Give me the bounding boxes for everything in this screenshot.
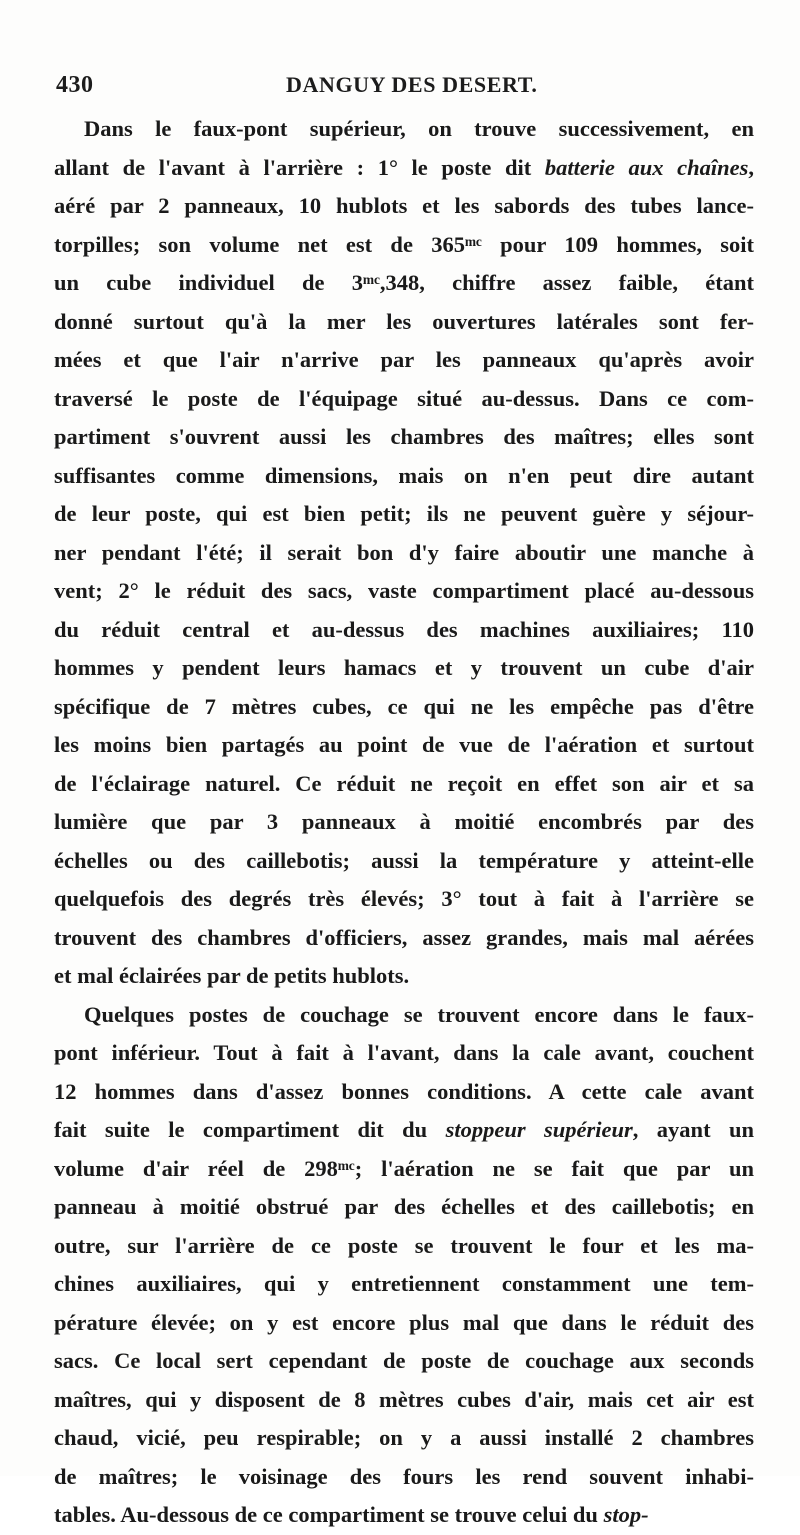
paragraph (54, 110, 754, 996)
text-line: vent; 2° le réduit des sacs, vaste compartiment placé au-dessous (54, 578, 754, 603)
text-line: donné surtout qu'à la mer les ouvertures latérales sont fer- (54, 308, 754, 334)
text-line: maîtres, qui y disposent de 8 mètres cubes d'air, mais cet air est (54, 1386, 754, 1412)
text-line: échelles ou des caillebotis; aussi la température y atteint-elle (54, 847, 754, 873)
text-line: torpilles; son volume net est de 365ᵐᶜ pour 109 hommes, soit (54, 231, 754, 257)
text-line: trouvent des chambres d'officiers, assez grandes, mais mal aérées (54, 924, 754, 950)
text-line: traversé le poste de l'équipage situé au-dessus. Dans ce com- (54, 385, 754, 411)
text-line: spécifique de 7 mètres cubes, ce qui ne les empêche pas d'être (54, 693, 754, 719)
text-line: 12 hommes dans d'assez bonnes conditions. A cette cale avant (54, 1078, 754, 1104)
text-line: de leur poste, qui est bien petit; ils ne peuvent guère y séjour- (54, 501, 754, 526)
text-line: outre, sur l'arrière de ce poste se trouvent le four et les ma- (54, 1232, 754, 1258)
text-line: mées et que l'air n'arrive par les panneaux qu'après avoir (54, 347, 754, 372)
running-head (56, 72, 756, 102)
text-line: suffisantes comme dimensions, mais on n'en peut dire autant (54, 462, 754, 488)
text-line: allant de l'avant à l'arrière : 1° le poste dit batterie aux chaînes, (54, 154, 754, 180)
text-line: ner pendant l'été; il serait bon d'y faire aboutir une manche à (54, 539, 754, 565)
text-line: les moins bien partagés au point de vue de l'aération et surtout (54, 732, 754, 757)
paragraph (54, 996, 754, 1535)
text-line: de maîtres; le voisinage des fours les rend souvent inhabi- (54, 1463, 754, 1489)
text-line: partiment s'ouvrent aussi les chambres des maîtres; elles sont (54, 424, 754, 449)
text-line: quelquefois des degrés très élevés; 3° tout à fait à l'arrière se (54, 886, 754, 911)
text-line: chines auxiliaires, qui y entretiennent constamment une tem- (54, 1271, 754, 1296)
text-line: volume d'air réel de 298ᵐᶜ; l'aération ne se fait que par un (54, 1155, 754, 1181)
text-line: Quelques postes de couchage se trouvent encore dans le faux- (84, 1001, 754, 1027)
text-line: Dans le faux-pont supérieur, on trouve successivement, en (84, 116, 754, 141)
text-line: et mal éclairées par de petits hublots. (54, 963, 410, 988)
text-line: du réduit central et au-dessus des machines auxiliaires; 110 (54, 616, 754, 642)
text-line: un cube individuel de 3ᵐᶜ,348, chiffre assez faible, étant (54, 270, 754, 295)
text-line: chaud, vicié, peu respirable; on y a aussi installé 2 chambres (54, 1425, 754, 1450)
text-line: aéré par 2 panneaux, 10 hublots et les sabords des tubes lance- (54, 193, 754, 218)
text-line: sacs. Ce local sert cependant de poste de couchage aux seconds (54, 1348, 754, 1373)
italic-term: stop- (603, 1502, 649, 1527)
text-line: hommes y pendent leurs hamacs et y trouvent un cube d'air (54, 655, 754, 680)
italic-term: batterie aux chaînes (544, 154, 749, 180)
body-text (54, 110, 754, 1535)
text-line: lumière que par 3 panneaux à moitié encombrés par des (54, 809, 754, 834)
text-line: pont inférieur. Tout à fait à l'avant, dans la cale avant, couchent (54, 1040, 754, 1065)
running-title: DANGUY DES DESERT. (286, 72, 538, 97)
text-line: pérature élevée; on y est encore plus mal que dans le réduit des (54, 1309, 754, 1335)
page-number: 430 (56, 72, 94, 98)
text-line: de l'éclairage naturel. Ce réduit ne reçoit en effet son air et sa (54, 770, 754, 796)
italic-term: stoppeur supérieur (445, 1117, 633, 1142)
text-line: panneau à moitié obstrué par des échelles et des caillebotis; en (54, 1194, 754, 1219)
text-line: tables. Au-dessous de ce compartiment se trouve celui du stop- (54, 1502, 649, 1527)
text-line: fait suite le compartiment dit du stoppeur supérieur, ayant un (54, 1117, 754, 1142)
